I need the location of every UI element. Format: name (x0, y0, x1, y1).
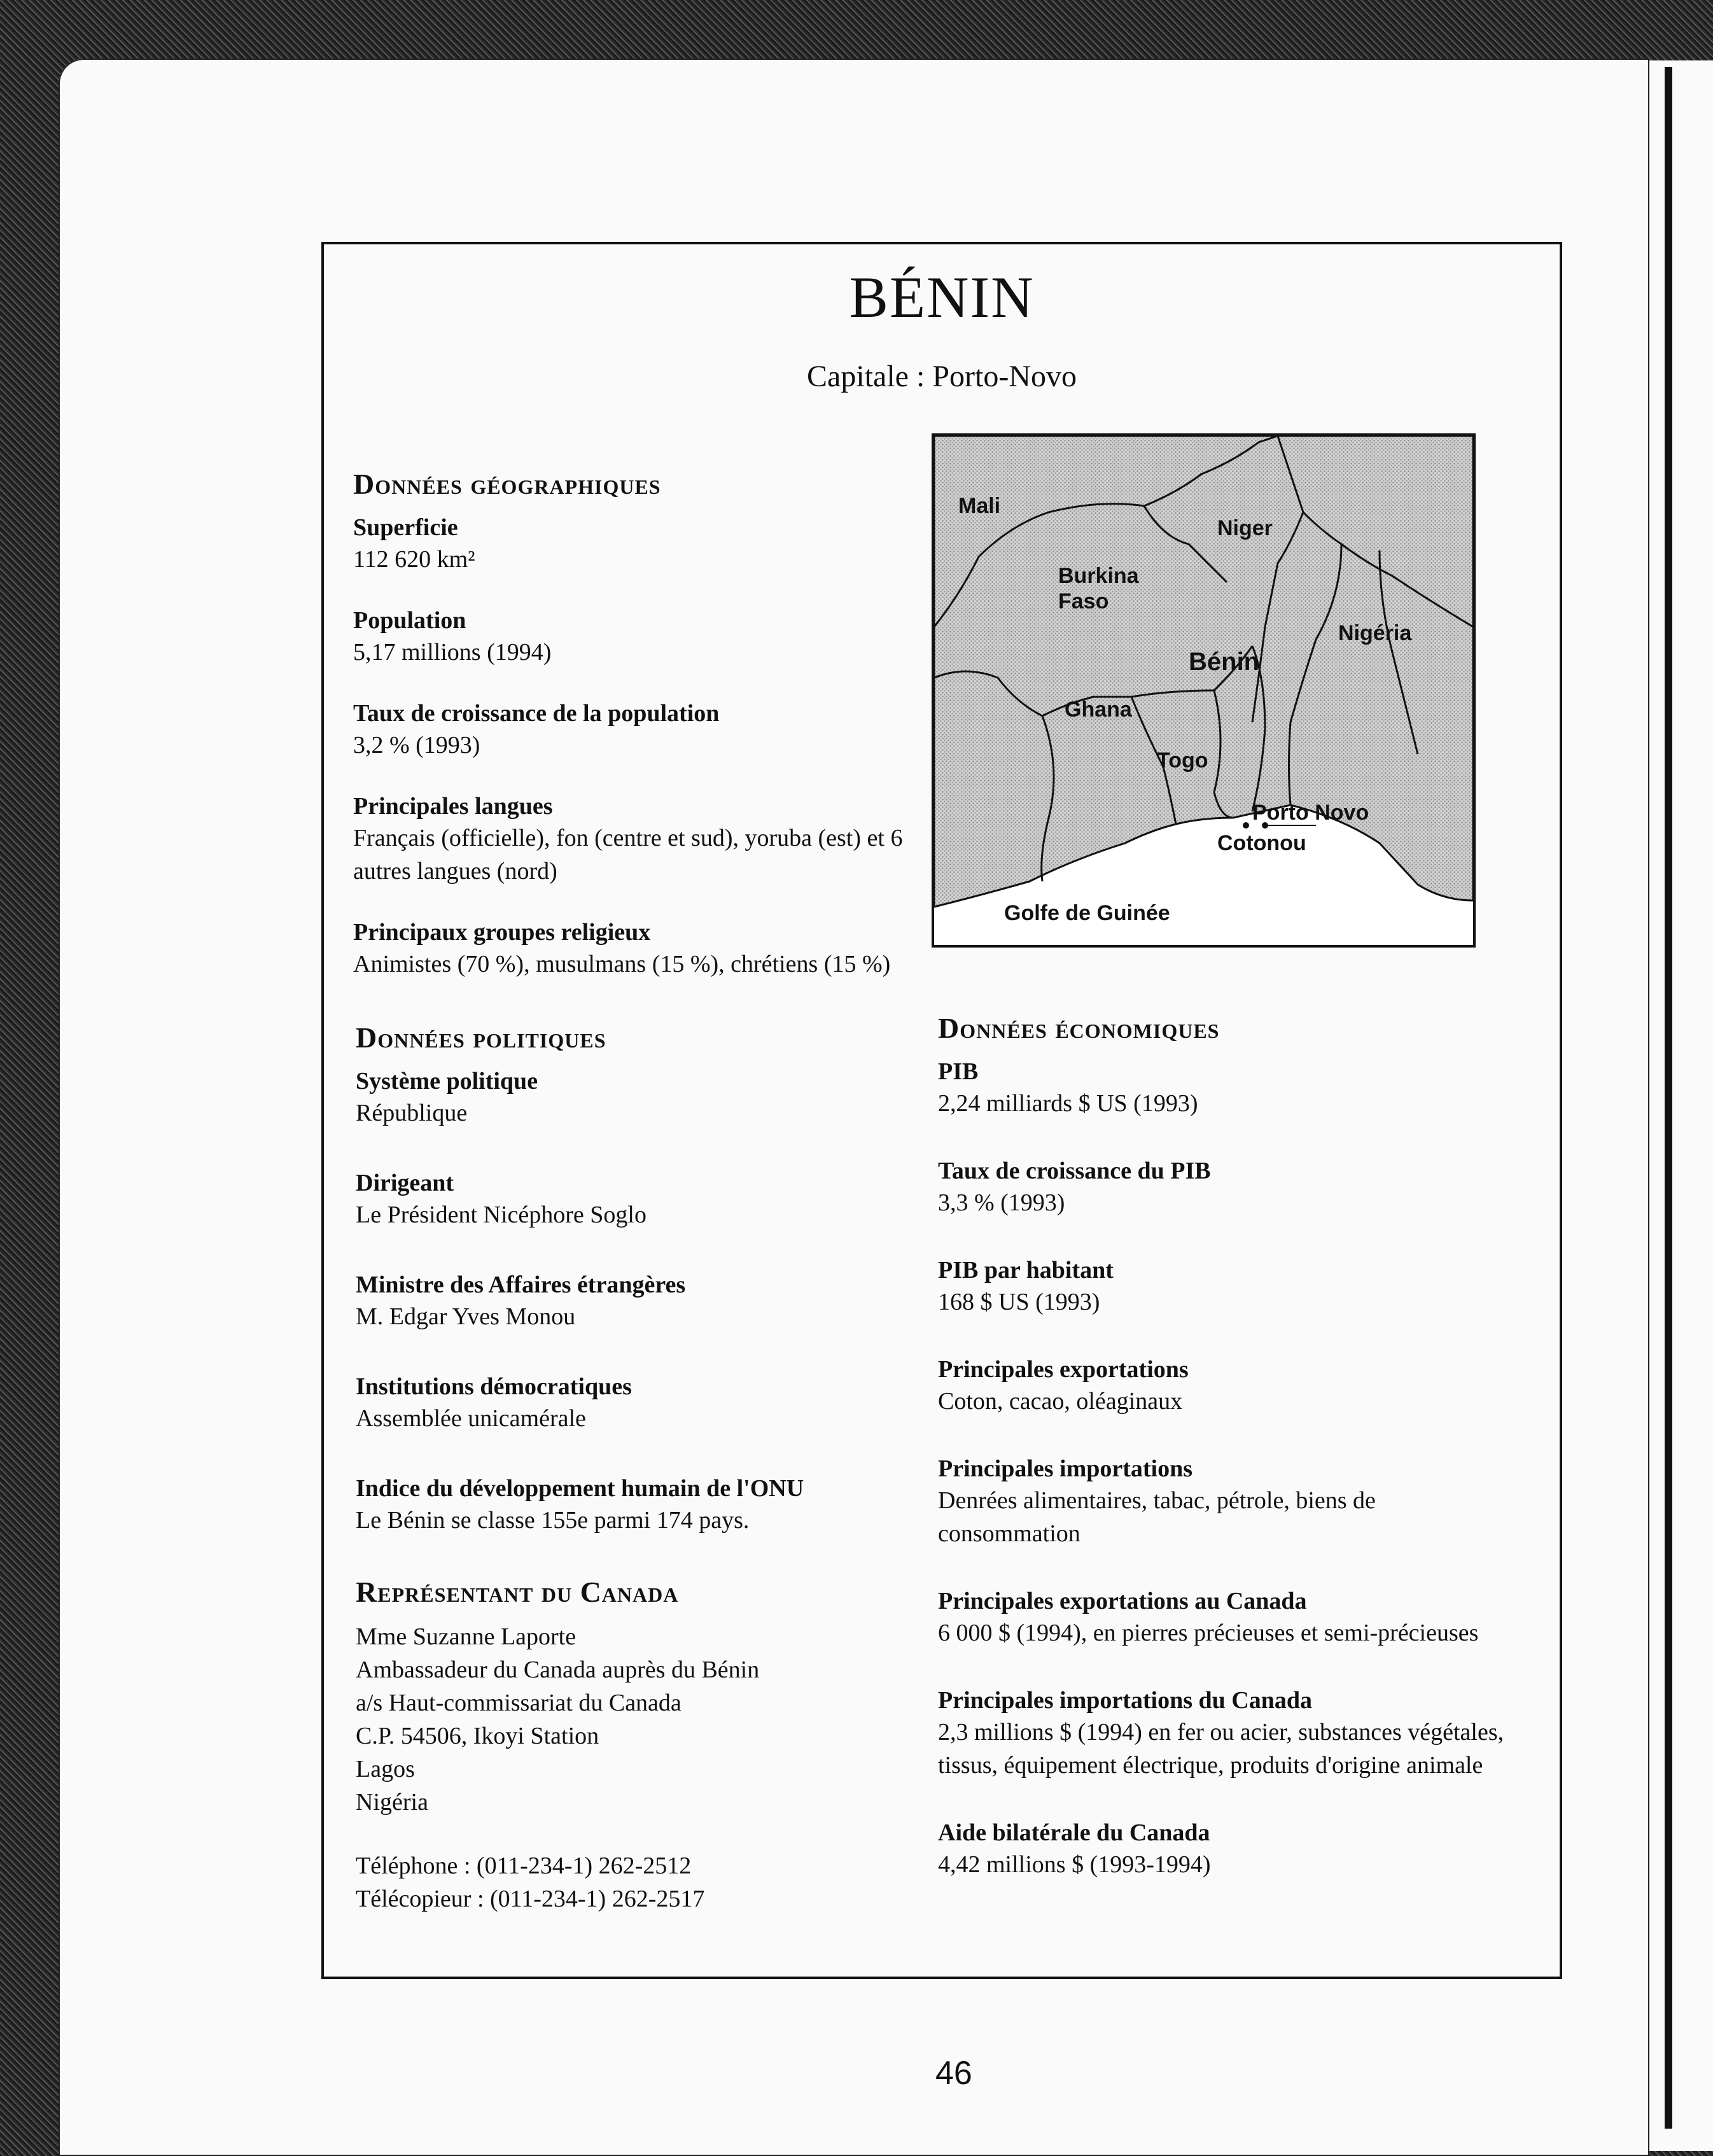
eco-item (938, 1817, 1523, 1881)
pol-value: Assemblée unicamérale (356, 1405, 586, 1432)
eco-item (938, 1685, 1523, 1782)
eco-item (938, 1156, 1523, 1219)
geo-label: Principaux groupes religieux (353, 919, 651, 946)
eco-section (938, 1011, 1523, 1910)
pol-value: Le Bénin se classe 155e parmi 174 pays. (356, 1507, 750, 1534)
eco-value: 3,3 % (1993) (938, 1189, 1065, 1216)
geo-item (353, 512, 926, 576)
geo-item (353, 605, 926, 669)
eco-item (938, 1453, 1523, 1550)
geo-item (353, 698, 926, 762)
map-label-nigeria: Nigéria (1338, 621, 1412, 645)
map-label-burkina: Burkina Faso (1058, 564, 1139, 613)
geo-value: Français (officielle), fon (centre et sud), yoruba (est) et 6 autres langues (nord) (353, 825, 903, 885)
geo-label: Principales langues (353, 793, 553, 820)
eco-value: Denrées alimentaires, tabac, pétrole, biens de consommation (938, 1487, 1376, 1547)
rep-phone: Téléphone : (011-234-1) 262-2512 (356, 1852, 692, 1879)
geo-value: Animistes (70 %), musulmans (15 %), chrétiens (15 %) (353, 951, 891, 977)
cotonou-dot (1243, 822, 1249, 829)
geo-label: Taux de croissance de la population (353, 700, 720, 727)
rep-line: Lagos (356, 1756, 415, 1782)
rep-heading: Représentant du Canada (356, 1576, 679, 1608)
page-number: 46 (935, 2055, 972, 2092)
pol-label: Ministre des Affaires étrangères (356, 1271, 686, 1298)
eco-heading: Données économiques (938, 1012, 1220, 1044)
geo-value: 3,2 % (1993) (353, 732, 480, 759)
pol-item (356, 1270, 928, 1333)
map-label-togo: Togo (1157, 748, 1208, 773)
eco-label: Principales exportations (938, 1356, 1189, 1383)
eco-label: Aide bilatérale du Canada (938, 1819, 1210, 1846)
page-title: BÉNIN (849, 265, 1035, 330)
map-label-golfe: Golfe de Guinée (1004, 901, 1170, 925)
pol-label: Institutions démocratiques (356, 1373, 632, 1400)
geo-heading: Données géographiques (353, 468, 661, 500)
eco-value: 168 $ US (1993) (938, 1289, 1100, 1315)
geo-item (353, 791, 926, 888)
benin-region-map (932, 433, 1476, 948)
rep-line: a/s Haut-commissariat du Canada (356, 1690, 682, 1716)
eco-item (938, 1255, 1523, 1319)
capital-line: Capitale : Porto-Novo (807, 360, 1077, 393)
geo-label: Superficie (353, 514, 458, 541)
eco-item (938, 1056, 1523, 1120)
eco-value: 6 000 $ (1994), en pierres précieuses et semi-précieuses (938, 1620, 1479, 1646)
eco-label: Principales importations du Canada (938, 1687, 1313, 1714)
rep-contact (356, 1849, 928, 1915)
geo-label: Population (353, 607, 466, 634)
map-label-mali: Mali (958, 494, 1001, 518)
map-drawing (934, 436, 1473, 945)
rep-line: Mme Suzanne Laporte (356, 1623, 577, 1650)
eco-item (938, 1354, 1523, 1418)
pol-label: Système politique (356, 1068, 538, 1095)
eco-label: Principales importations (938, 1455, 1193, 1482)
eco-value: 4,42 millions $ (1993-1994) (938, 1851, 1211, 1878)
rep-fax: Télécopieur : (011-234-1) 262-2517 (356, 1886, 705, 1912)
eco-label: PIB par habitant (938, 1257, 1114, 1284)
pol-item (356, 1168, 928, 1231)
geo-item (353, 917, 926, 981)
map-label-cotonou: Cotonou (1217, 831, 1306, 855)
pol-item (356, 1066, 928, 1130)
geo-value: 112 620 km² (353, 546, 475, 573)
pol-value: République (356, 1100, 468, 1126)
eco-label: Principales exportations au Canada (938, 1588, 1307, 1614)
pol-label: Indice du développement humain de l'ONU (356, 1475, 804, 1502)
pol-section (356, 1021, 928, 1915)
rep-address (356, 1620, 928, 1819)
pol-value: M. Edgar Yves Monou (356, 1303, 576, 1330)
eco-label: PIB (938, 1058, 979, 1085)
rep-line: Nigéria (356, 1789, 428, 1816)
map-label-niger: Niger (1217, 516, 1273, 540)
map-label-ghana: Ghana (1065, 697, 1132, 722)
rep-line: C.P. 54506, Ikoyi Station (356, 1723, 599, 1749)
pol-value: Le Président Nicéphore Soglo (356, 1201, 647, 1228)
eco-value: 2,3 millions $ (1994) en fer ou acier, substances végétales, tissus, équipement électrique, produits d'origine animale (938, 1719, 1504, 1779)
map-label-benin: Bénin (1189, 648, 1260, 676)
eco-value: 2,24 milliards $ US (1993) (938, 1090, 1198, 1117)
rep-line: Ambassadeur du Canada auprès du Bénin (356, 1656, 760, 1683)
pol-label: Dirigeant (356, 1170, 454, 1196)
eco-item (938, 1586, 1523, 1649)
geo-section (353, 467, 926, 1010)
pol-item (356, 1473, 928, 1537)
pol-item (356, 1371, 928, 1435)
eco-label: Taux de croissance du PIB (938, 1158, 1211, 1184)
eco-value: Coton, cacao, oléaginaux (938, 1388, 1183, 1415)
geo-value: 5,17 millions (1994) (353, 639, 552, 666)
pol-heading: Données politiques (356, 1021, 606, 1054)
map-label-porto-novo: Porto Novo (1252, 801, 1369, 825)
country-fact-box (321, 242, 1562, 1979)
